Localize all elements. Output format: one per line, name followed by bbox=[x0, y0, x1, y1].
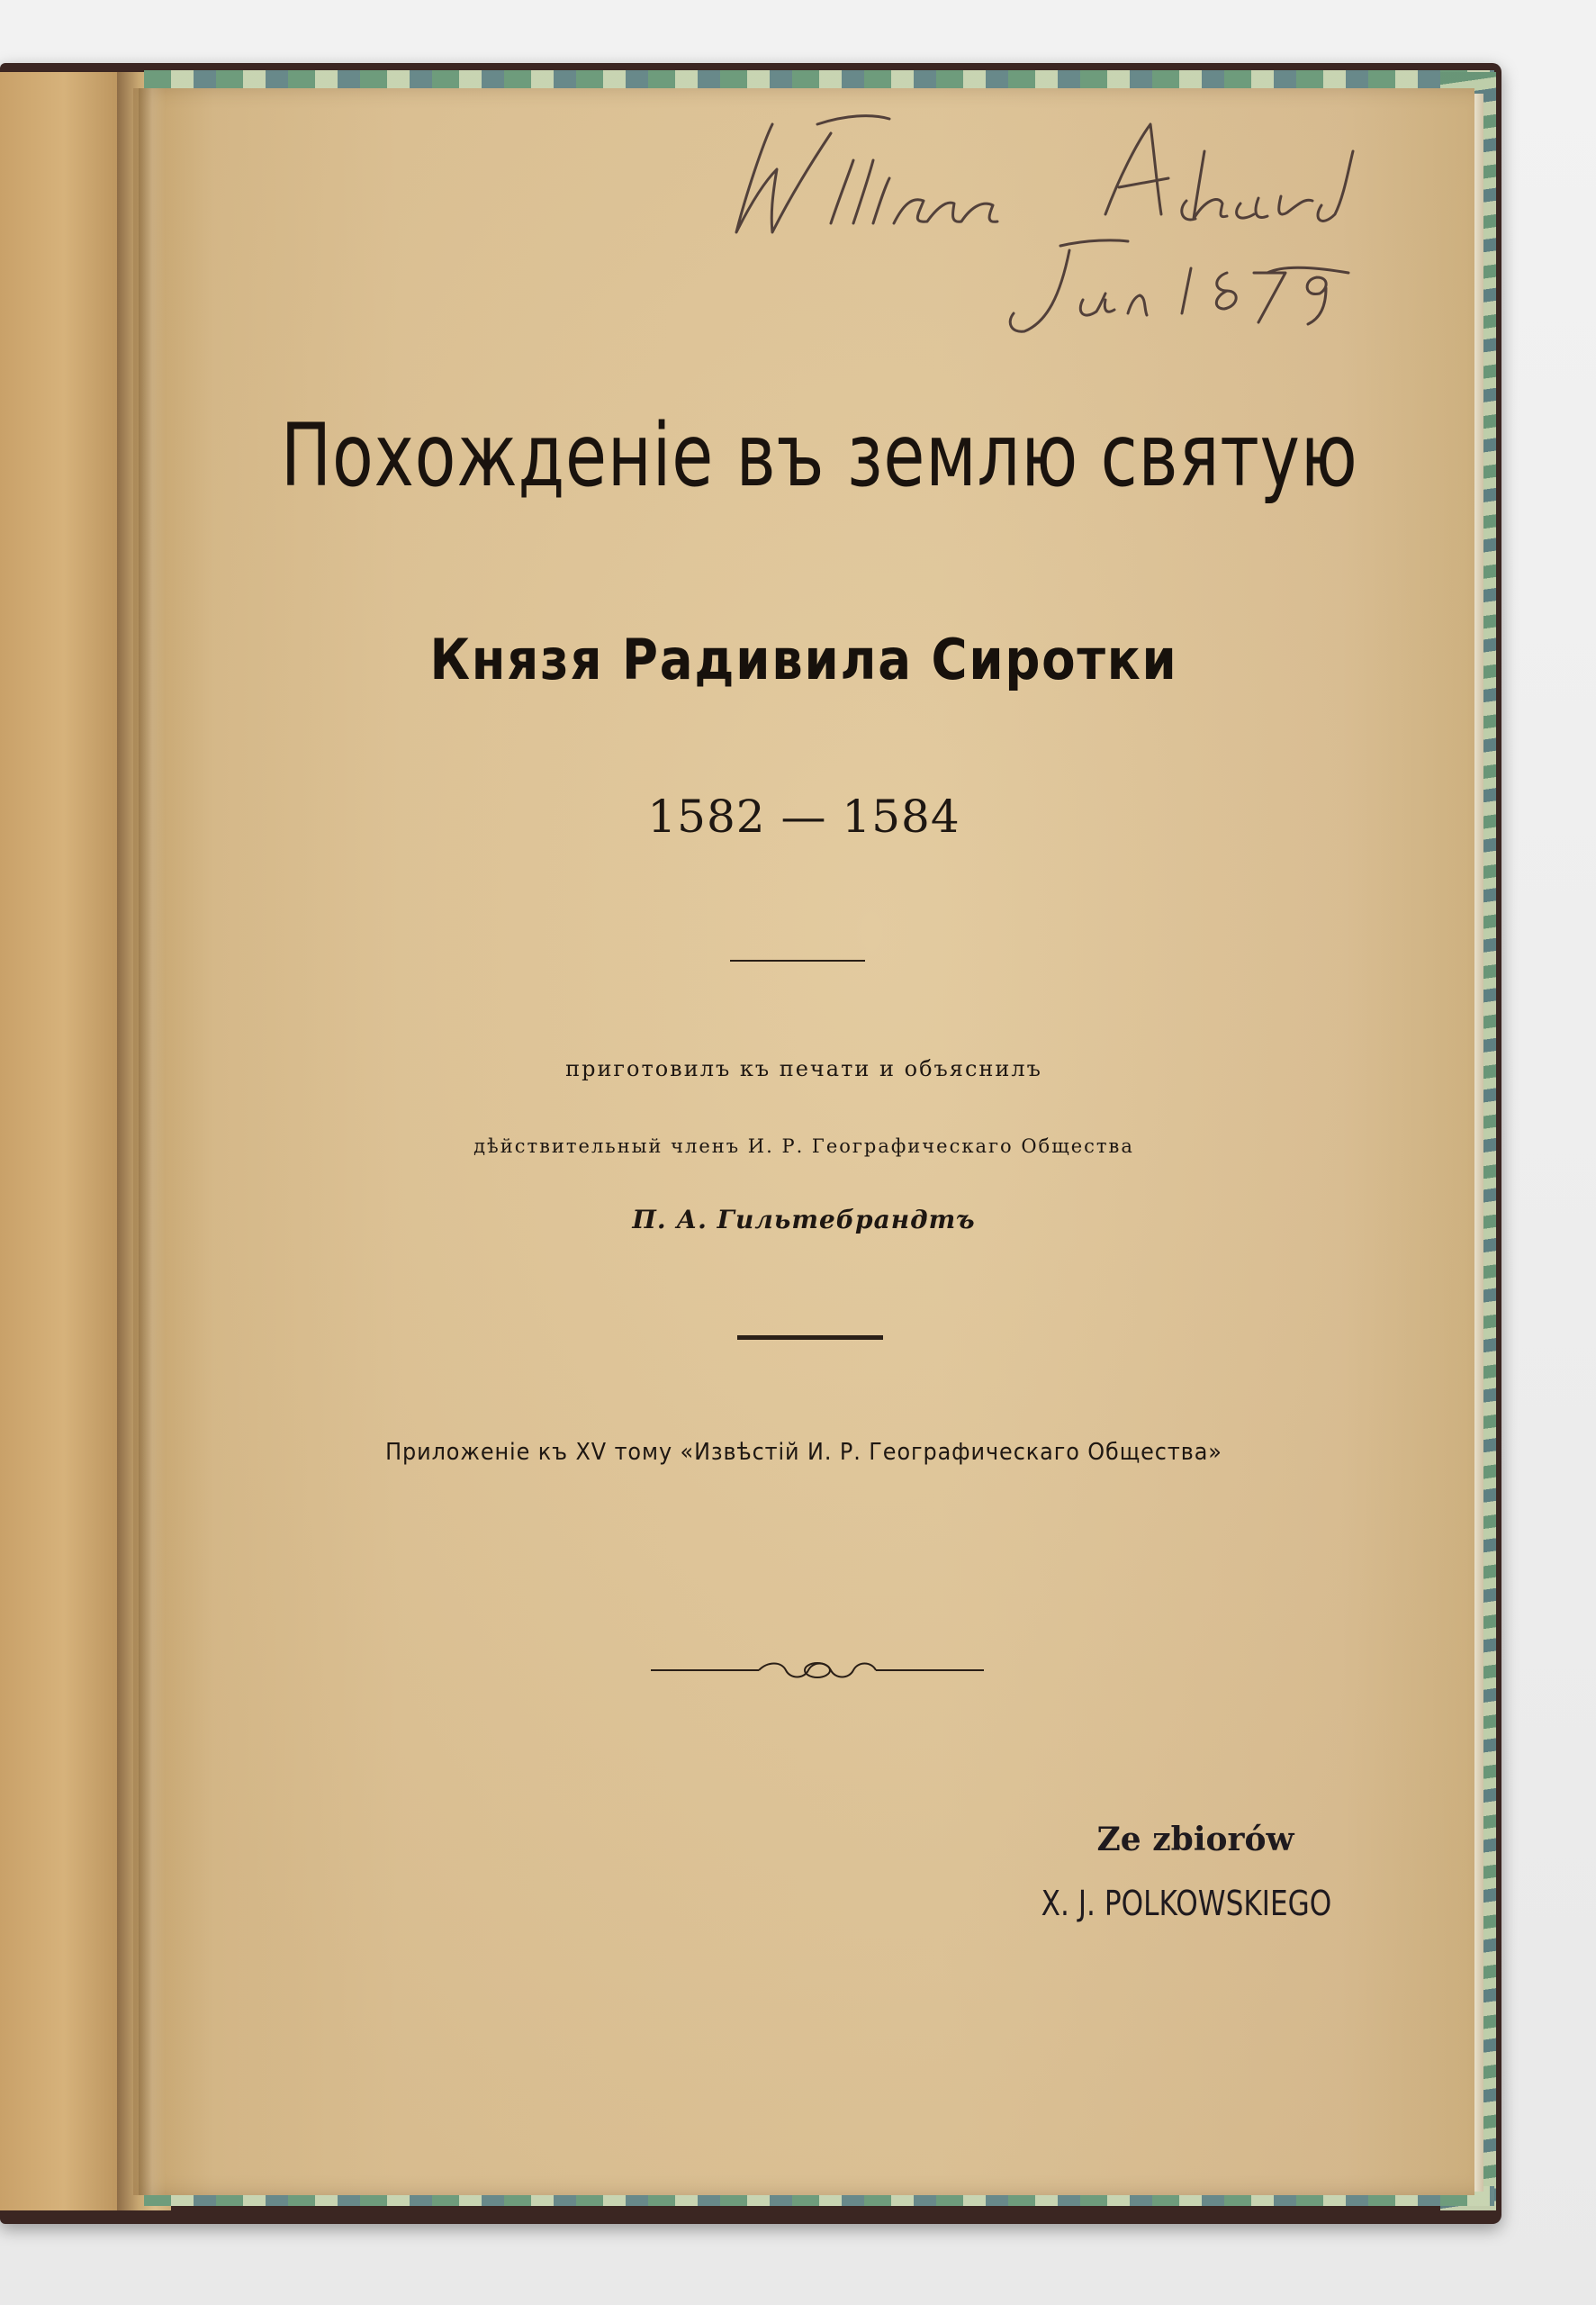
divider-short bbox=[730, 960, 865, 962]
page-block-edge bbox=[1474, 94, 1483, 2192]
author-name: П. А. Гильтебрандтъ bbox=[632, 1205, 976, 1234]
left-endpaper bbox=[0, 72, 128, 2210]
handwritten-signature bbox=[637, 88, 1447, 358]
library-stamp-line-1: Ze zbiorów bbox=[1096, 1821, 1294, 1858]
page-subtitle: Князя Радивила Сиротки bbox=[429, 627, 1178, 692]
supplement-line: Приложеніе къ XV тому «Извѣстій И. Р. Географическаго Общества» bbox=[385, 1439, 1222, 1466]
divider-bold bbox=[737, 1335, 883, 1340]
prepared-by-line: приготовилъ къ печати и объяснилъ bbox=[565, 1056, 1042, 1081]
title-page bbox=[133, 88, 1474, 2195]
page-title: Похожденіе въ землю святую bbox=[280, 405, 1358, 506]
date-range: 1582 — 1584 bbox=[647, 791, 960, 843]
member-line: дѣйствительный членъ И. Р. Географическаго Общества bbox=[473, 1135, 1134, 1157]
library-stamp-line-2: X. J. POLKOWSKIEGO bbox=[1041, 1884, 1332, 1923]
ornament-flourish bbox=[651, 1657, 984, 1684]
